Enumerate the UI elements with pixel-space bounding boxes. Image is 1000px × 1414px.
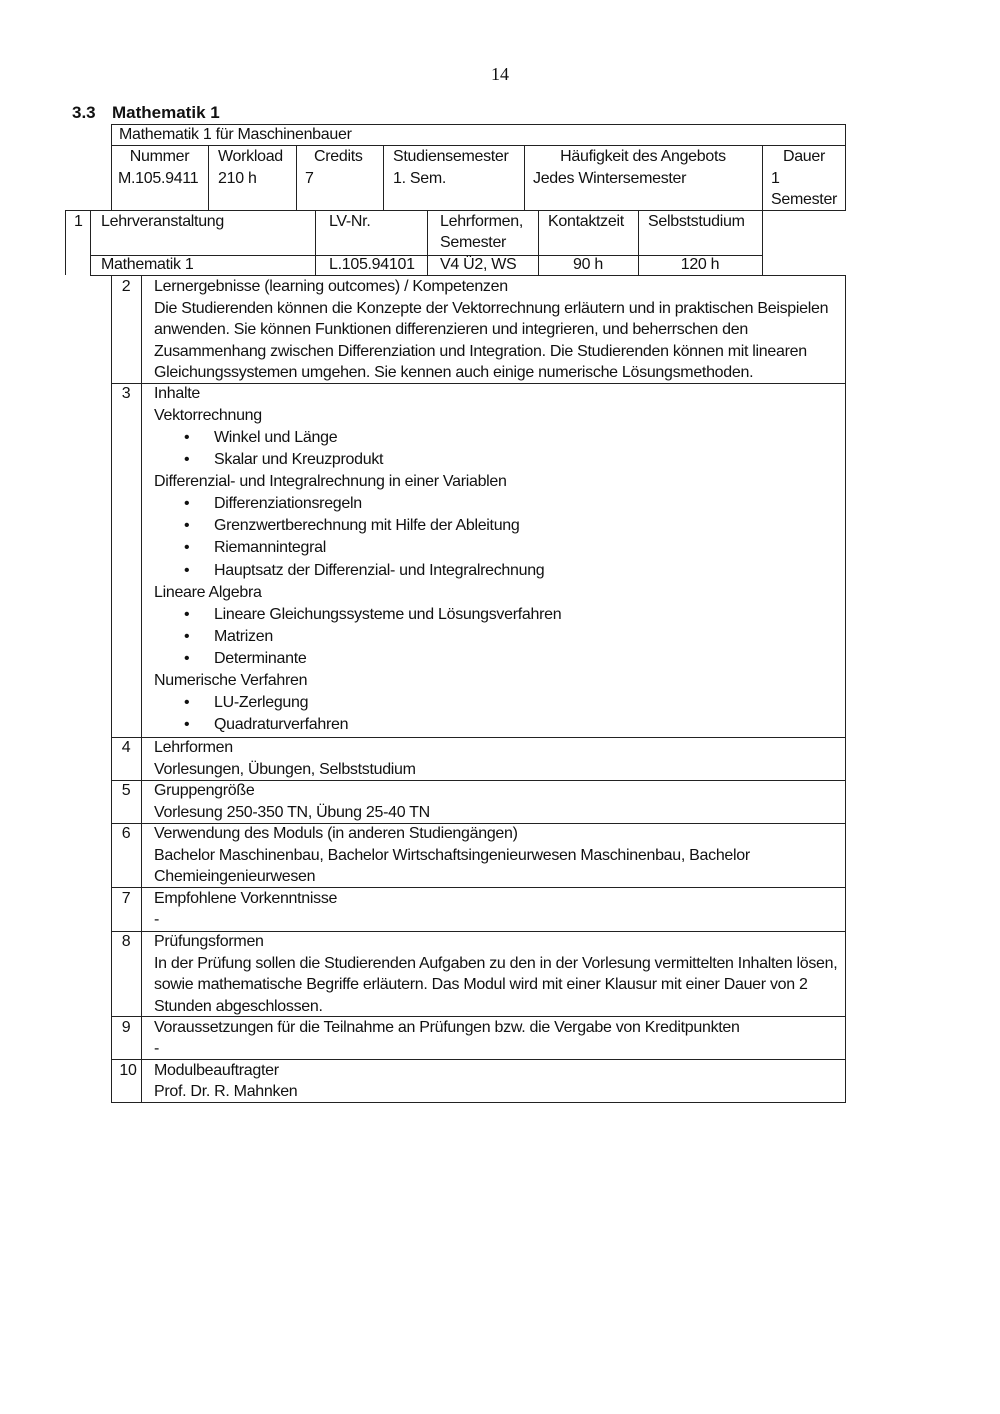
list-item: [154, 604, 561, 626]
list-item-text: Riemannintegral: [214, 539, 327, 557]
section-2-line: Gleichungssystemen umgehen. Sie kennen auch einige numerische Lösungsmethoden.: [154, 364, 754, 381]
section-8-number: 8: [121, 933, 131, 950]
section-3-number: 3: [121, 385, 131, 402]
list-item: [154, 493, 544, 515]
course-lehrformen: V4 Ü2, WS: [440, 256, 517, 273]
section-8-line: Stunden abgeschlossen.: [154, 997, 323, 1015]
content-group-heading: Numerische Verfahren: [154, 672, 308, 689]
list-item: [154, 449, 383, 471]
list-item-text: Determinante: [214, 650, 307, 668]
list-item: [154, 714, 348, 736]
course-col-divider: [762, 210, 763, 275]
section-4-line: Vorlesungen, Übungen, Selbststudium: [154, 760, 416, 778]
section-6-line: Bachelor Maschinenbau, Bachelor Wirtschaftsingenieurwesen Maschinenbau, Bachelor: [154, 846, 750, 864]
value-dauer-unit: Semester: [771, 191, 838, 208]
section-7-title: Empfohlene Vorkenntnisse: [154, 890, 338, 907]
section-8-line: In der Prüfung sollen die Studierenden Aufgaben zu den in der Vorlesung vermittelten Inhalten lösen,: [154, 954, 838, 972]
section-6-title: Verwendung des Moduls (in anderen Studiengängen): [154, 825, 518, 842]
bullet-icon: •: [184, 429, 190, 446]
list-item-text: Lineare Gleichungssysteme und Lösungsverfahren: [214, 606, 562, 623]
section-10-number: 10: [119, 1062, 137, 1079]
bullet-icon: •: [184, 495, 190, 512]
module-col-divider: [208, 145, 209, 211]
header-credits: Credits: [314, 148, 363, 165]
section-2-line: Zusammenhang zwischen Differenziation und Integration. Die Studierenden können mit linearen: [154, 342, 807, 360]
module-col-divider: [296, 145, 297, 211]
section-heading: [72, 103, 220, 123]
course-selbststudium: 120 h: [680, 256, 720, 273]
header-selbststudium: Selbststudium: [648, 213, 745, 230]
module-title: Mathematik 1 für Maschinenbauer: [119, 126, 352, 143]
list-item-text: Quadraturverfahren: [214, 716, 349, 734]
header-lehrformen-semester: Semester: [440, 234, 507, 251]
list-item: [154, 560, 544, 582]
list-item-text: Differenziationsregeln: [214, 495, 362, 512]
header-dauer: Dauer: [782, 148, 826, 165]
course-row-number: 1: [74, 213, 83, 230]
content-list: [154, 427, 383, 471]
header-lehrveranstaltung: Lehrveranstaltung: [101, 213, 224, 230]
content-list: [154, 604, 561, 671]
list-item-text: Matrizen: [214, 628, 273, 646]
section-8-line: sowie mathematische Begriffe erläutern. Das Modul wird mit einer Klausur mit einer Dauer von 2: [154, 976, 808, 993]
section-5-line: Vorlesung 250-350 TN, Übung 25-40 TN: [154, 803, 430, 821]
value-studiensemester: 1. Sem.: [393, 170, 447, 187]
list-item-text: Winkel und Länge: [214, 429, 338, 446]
list-item: [154, 515, 544, 537]
course-kontaktzeit: 90 h: [573, 256, 603, 273]
header-lehrformen: Lehrformen,: [440, 213, 523, 230]
section-title: Mathematik 1: [112, 103, 220, 122]
value-nummer: M.105.9411: [118, 170, 199, 187]
header-haeufigkeit: Häufigkeit des Angebots: [560, 148, 726, 165]
section-8-title: Prüfungsformen: [154, 933, 264, 950]
list-item-text: Skalar und Kreuzprodukt: [214, 451, 384, 469]
course-col-divider: [315, 210, 316, 275]
header-workload: Workload: [218, 148, 283, 165]
course-col-divider: [90, 210, 91, 275]
list-item: [154, 537, 544, 559]
list-item: [154, 692, 348, 714]
list-item-text: LU-Zerlegung: [214, 694, 309, 711]
section-7-number: 7: [121, 890, 131, 907]
section-number: 3.3: [72, 103, 96, 122]
value-dauer: 1: [771, 170, 780, 187]
content-group-heading: Differenzial- und Integralrechnung in einer Variablen: [154, 473, 507, 490]
section-5-title: Gruppengröße: [154, 782, 255, 799]
value-workload: 210 h: [218, 170, 257, 187]
section-4-title: Lehrformen: [154, 739, 233, 756]
page-number: 14: [491, 64, 509, 84]
section-6-line: Chemieingenieurwesen: [154, 868, 316, 885]
section-2-line: anwenden. Sie können Funktionen differenzieren und integrieren, und beherrschen den: [154, 321, 748, 338]
course-lv-nr: L.105.94101: [329, 256, 415, 273]
list-item-text: Grenzwertberechnung mit Hilfe der Ableitung: [214, 517, 520, 535]
sections-num-divider: [141, 275, 142, 1103]
course-name: Mathematik 1: [101, 256, 194, 273]
section-3-title: Inhalte: [154, 385, 200, 402]
course-col-divider: [65, 210, 66, 275]
bullet-icon: •: [184, 451, 190, 469]
list-item: [154, 648, 561, 670]
list-item: [154, 427, 383, 449]
section-10-title: Modulbeauftragter: [154, 1062, 279, 1079]
content-group-heading: Lineare Algebra: [154, 584, 262, 601]
section-9-number: 9: [121, 1019, 131, 1036]
bullet-icon: •: [184, 539, 190, 557]
content-list: [154, 493, 544, 582]
list-item-text: Hauptsatz der Differenzial- und Integralrechnung: [214, 561, 545, 579]
bullet-icon: •: [184, 694, 190, 711]
bullet-icon: •: [184, 517, 190, 535]
bullet-icon: •: [184, 561, 190, 579]
bullet-icon: •: [184, 650, 190, 668]
content-list: [154, 692, 348, 736]
bullet-icon: •: [184, 606, 190, 623]
section-2-number: 2: [121, 278, 131, 295]
section-9-title: Voraussetzungen für die Teilnahme an Prüfungen bzw. die Vergabe von Kreditpunkten: [154, 1019, 740, 1036]
header-studiensemester: Studiensemester: [393, 148, 509, 165]
list-item: [154, 626, 561, 648]
header-lv-nr: LV-Nr.: [329, 213, 371, 230]
section-10-line: Prof. Dr. R. Mahnken: [154, 1083, 298, 1100]
bullet-icon: •: [184, 716, 190, 734]
section-7-line: -: [154, 911, 160, 928]
module-col-divider: [383, 145, 384, 211]
section-2-title: Lernergebnisse (learning outcomes) / Kompetenzen: [154, 278, 508, 295]
section-2-line: Die Studierenden können die Konzepte der Vektorrechnung erläutern und in praktischen Beispielen: [154, 299, 829, 317]
course-col-divider: [427, 210, 428, 275]
content-group-heading: Vektorrechnung: [154, 407, 262, 424]
value-haeufigkeit: Jedes Wintersemester: [533, 170, 687, 187]
section-5-number: 5: [121, 782, 131, 799]
section-4-number: 4: [121, 739, 131, 756]
section-9-line: -: [154, 1040, 160, 1057]
value-credits: 7: [305, 170, 314, 187]
header-kontaktzeit: Kontaktzeit: [548, 213, 624, 230]
header-nummer: Nummer: [129, 148, 190, 165]
section-6-number: 6: [121, 825, 131, 842]
bullet-icon: •: [184, 628, 190, 646]
